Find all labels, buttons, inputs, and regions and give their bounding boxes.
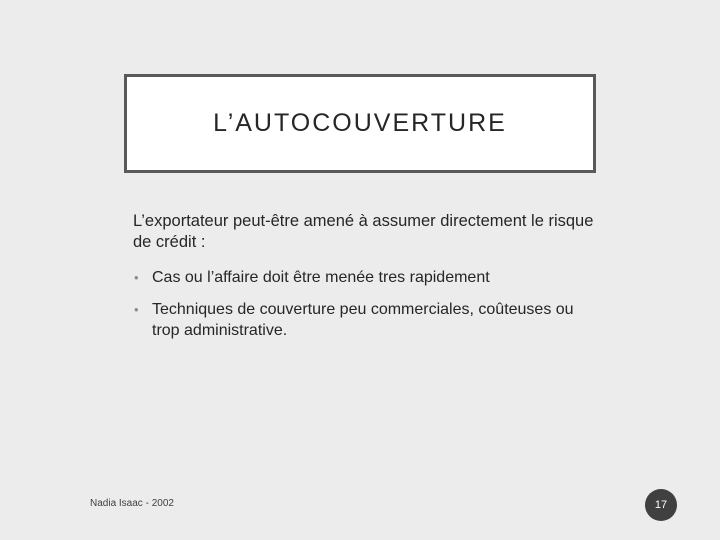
- bullet-list: [133, 267, 603, 341]
- bullet-dot-icon: •: [134, 302, 139, 317]
- footer-author: Nadia Isaac - 2002: [90, 498, 174, 509]
- slide-title: L’AUTOCOUVERTURE: [213, 109, 507, 137]
- bullet-text: Techniques de couverture peu commerciales, coûteuses ou trop administrative.: [152, 301, 574, 339]
- bullet-dot-icon: •: [134, 270, 139, 285]
- bullet-item-1: [133, 267, 603, 288]
- bullet-item-2: [133, 299, 603, 341]
- slide-content: [133, 211, 603, 352]
- bullet-text: Cas ou l’affaire doit être menée tres rapidement: [152, 269, 490, 286]
- page-number-badge: [645, 489, 677, 521]
- title-box: [124, 74, 596, 173]
- page-number: 17: [654, 499, 668, 511]
- intro-paragraph: L’exportateur peut-être amené à assumer directement le risque de crédit :: [133, 212, 594, 251]
